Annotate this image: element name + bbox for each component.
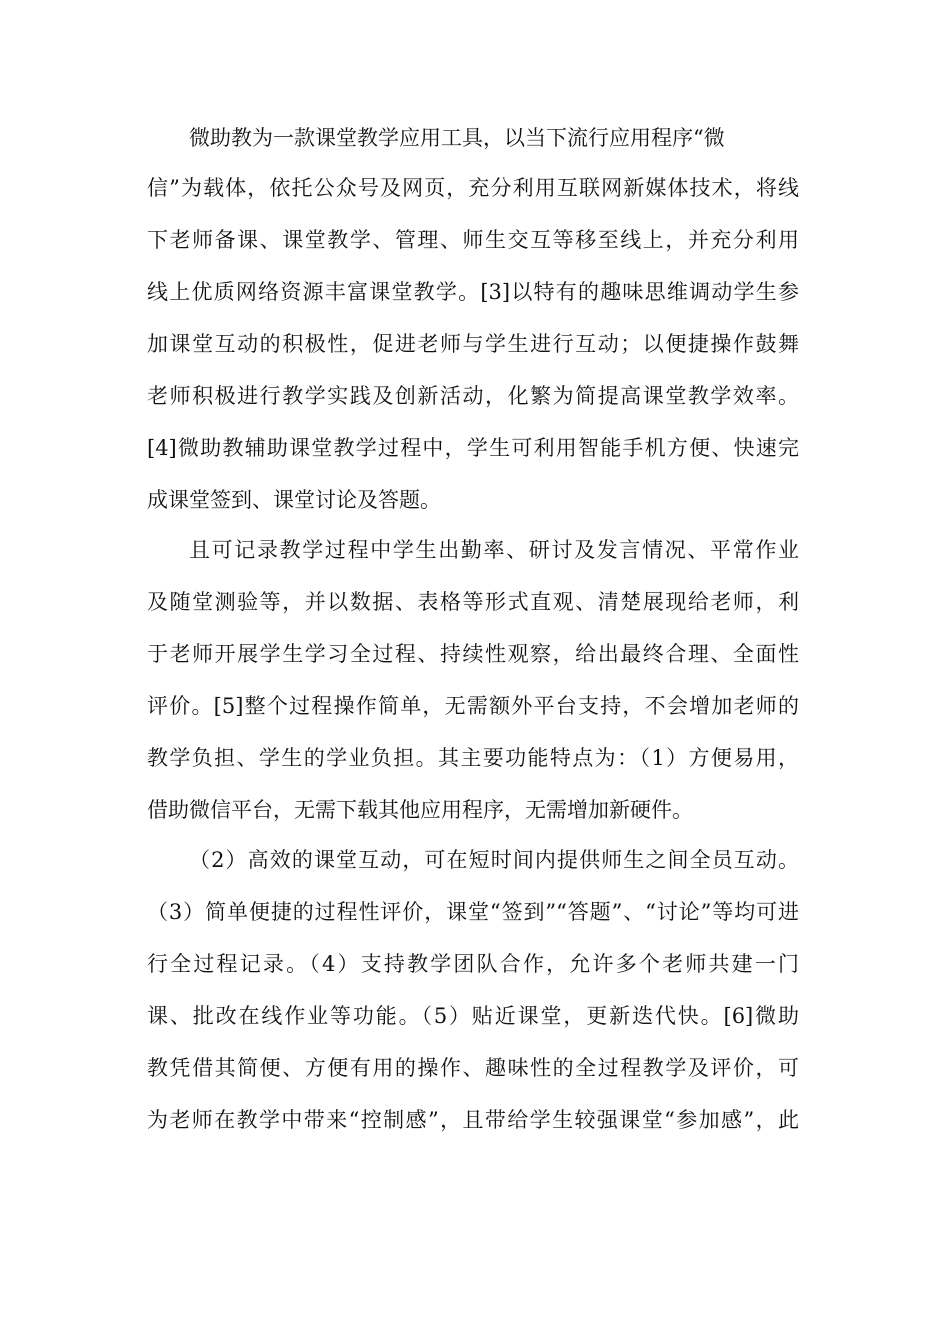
paragraph-2-line-3: 于老师开展学生学习全过程、持续性观察，给出最终合理、全面性 — [147, 642, 799, 666]
paragraph-3-line-4: 课、批改在线作业等功能。（5）贴近课堂，更新迭代快。[6]微助 — [147, 1004, 799, 1028]
paragraph-2-line-2: 及随堂测验等，并以数据、表格等形式直观、清楚展现给老师，利 — [147, 590, 799, 614]
paragraph-3-line-1: （2）高效的课堂互动，可在短时间内提供师生之间全员互动。 — [189, 848, 799, 872]
paragraph-1-line-7: [4]微助教辅助课堂教学过程中，学生可利用智能手机方便、快速完 — [147, 436, 799, 460]
paragraph-2-line-5: 教学负担、学生的学业负担。其主要功能特点为：（1）方便易用， — [147, 746, 799, 770]
paragraph-3-line-5: 教凭借其简便、方便有用的操作、趣味性的全过程教学及评价，可 — [147, 1056, 799, 1080]
paragraph-3-line-3: 行全过程记录。（4）支持教学团队合作，允许多个老师共建一门 — [147, 952, 799, 976]
paragraph-2-line-4: 评价。[5]整个过程操作简单，无需额外平台支持，不会增加老师的 — [147, 694, 799, 718]
paragraph-3-line-2: （3）简单便捷的过程性评价，课堂“签到”“答题”、“讨论”等均可进 — [147, 900, 799, 924]
paragraph-2-line-6: 借助微信平台，无需下载其他应用程序，无需增加新硬件。 — [147, 798, 693, 822]
paragraph-1-line-3: 下老师备课、课堂教学、管理、师生交互等移至线上，并充分利用 — [147, 228, 799, 252]
paragraph-1-line-4: 线上优质网络资源丰富课堂教学。[3]以特有的趣味思维调动学生参 — [147, 280, 799, 304]
paragraph-1-line-1: 微助教为一款课堂教学应用工具，以当下流行应用程序“微 — [189, 126, 725, 150]
paragraph-2-line-1: 且可记录教学过程中学生出勤率、研讨及发言情况、平常作业 — [189, 538, 799, 562]
paragraph-1-line-2: 信”为载体，依托公众号及网页，充分利用互联网新媒体技术，将线 — [147, 176, 799, 200]
paragraph-1-line-5: 加课堂互动的积极性，促进老师与学生进行互动；以便捷操作鼓舞 — [147, 332, 799, 356]
paragraph-1-line-6: 老师积极进行教学实践及创新活动，化繁为简提高课堂教学效率。 — [147, 384, 799, 408]
paragraph-1-line-8: 成课堂签到、课堂讨论及答题。 — [147, 488, 441, 512]
paragraph-3-line-6: 为老师在教学中带来“控制感”，且带给学生较强课堂“参加感”，此 — [147, 1108, 799, 1132]
